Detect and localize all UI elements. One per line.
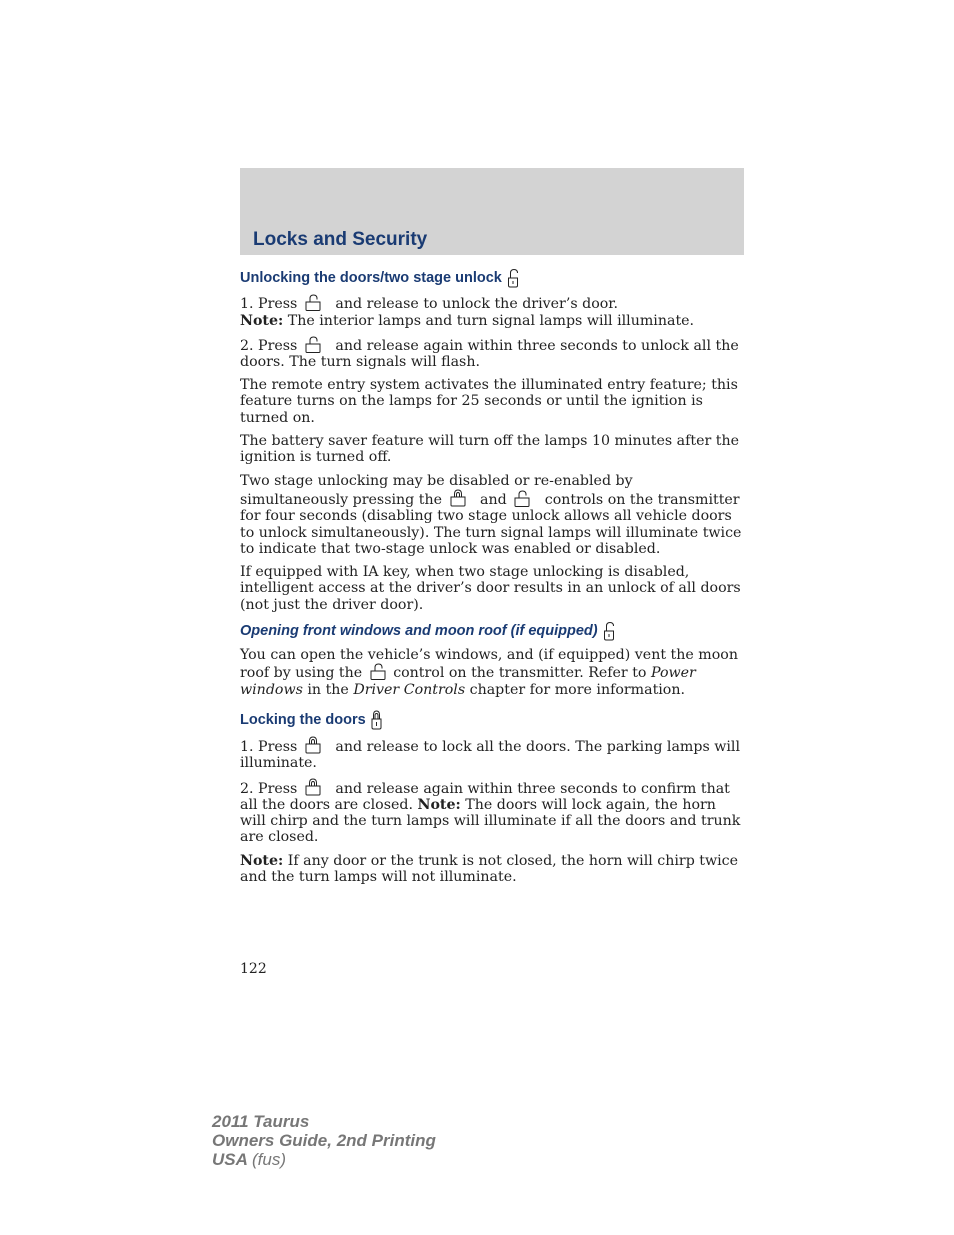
unlock-icon: [304, 294, 322, 311]
lock-icon: [304, 778, 322, 796]
lock-icon: [304, 736, 322, 754]
heading-windows: Opening front windows and moon roof (if equipped): [240, 621, 744, 641]
footer-publication-info: [212, 1112, 436, 1169]
windows-paragraph: You can open the vehicle’s windows, and (if equipped) vent the moon roof by using the control on the transmitter. Refer to Power windows in the Driver Controls chapter for more information.: [240, 647, 738, 698]
power-windows-reference: Power windows: [240, 665, 696, 698]
ia-key-paragraph: If equipped with IA key, when two stage unlocking is disabled, intelligent access at the driver’s door results in an unlock of all doors (not just the driver door).: [240, 564, 741, 613]
heading-unlocking: Unlocking the doors/two stage unlock: [240, 268, 744, 288]
footer-line-2: Owners Guide, 2nd Printing: [212, 1131, 436, 1150]
footer-line-3: USA (fus): [212, 1150, 286, 1169]
two-stage-paragraph: Two stage unlocking may be disabled or re-enabled by simultaneously pressing the and controls on the transmitter for four seconds (disabling two stage unlock allows all vehicle doors to unlock simultaneously). The turn signal lamps will illuminate twice to indicate that two-stage unlock was enabled or disabled.: [240, 472, 742, 557]
unlock-icon: [369, 663, 387, 680]
heading-locking: Locking the doors: [240, 710, 744, 730]
driver-controls-reference: Driver Controls: [353, 681, 466, 698]
section-title: Locks and Security: [253, 229, 428, 250]
footer-line-1: 2011 Taurus: [212, 1112, 310, 1131]
unlock-icon: [513, 490, 531, 507]
lock-icon: [449, 489, 467, 507]
unlock-note: Note: The interior lamps and turn signal lamps will illuminate.: [240, 313, 695, 330]
lock-step-2: 2. Press and release again within three seconds to confirm that all the doors are closed. Note: The doors will lock again, the horn will chirp and the turn lamps will illuminate if all the doors and trunk are closed.: [240, 778, 744, 846]
battery-saver-paragraph: The battery saver feature will turn off the lamps 10 minutes after the ignition is turned off.: [240, 433, 740, 466]
unlock-icon: [304, 336, 322, 353]
lock-icon: [370, 710, 383, 730]
unlock-step-1: 1. Press and release to unlock the driver’s door.: [240, 296, 619, 312]
page-content: [240, 268, 744, 885]
unlock-icon: [506, 268, 520, 288]
unlock-icon: [602, 621, 616, 641]
lock-step-1: 1. Press and release to lock all the doors. The parking lamps will illuminate.: [240, 736, 744, 772]
section-header-band: [240, 168, 744, 255]
lock-note: Note: If any door or the trunk is not closed, the horn will chirp twice and the turn lamps will not illuminate.: [240, 852, 739, 886]
page-number: 122: [240, 961, 267, 977]
unlock-step-2: 2. Press and release again within three seconds to unlock all the doors. The turn signals will flash.: [240, 337, 739, 370]
remote-entry-paragraph: The remote entry system activates the illuminated entry feature; this feature turns on the lamps for 25 seconds or until the ignition is turned on.: [240, 377, 738, 426]
